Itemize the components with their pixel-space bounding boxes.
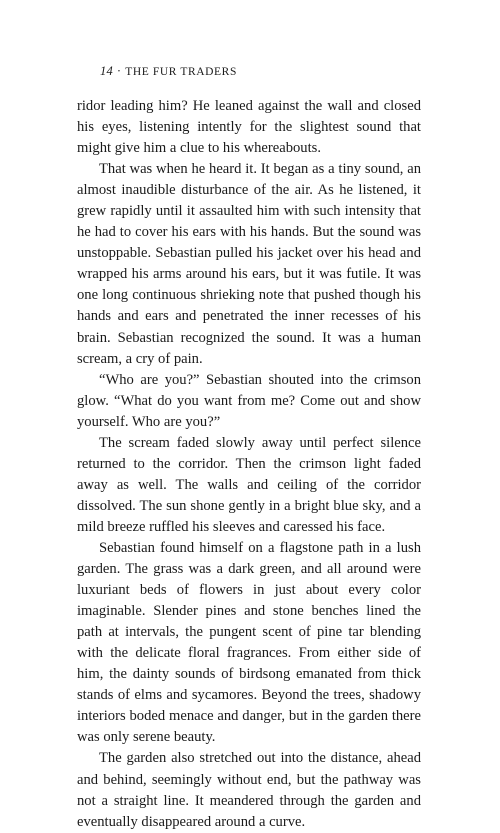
paragraph-1: ridor leading him? He leaned against the wall and closed his eyes, listening intently for the slightest sound that might give him a clue to his whereabouts. — [77, 98, 421, 157]
paragraph-5: Sebastian found himself on a flagstone path in a lush garden. The grass was a dark green, and all around were luxuriant beds of flowers in just about every color imaginable. Slender pines and stone benches lined the path at intervals, the pungent scent of pine tar blending with the delicate floral fragrances. From either side of him, the dainty sounds of birdsong emanated from thick stands of elms and sycamores. Beyond the trees, shadowy interiors boded menace and danger, but in the garden there was only serene beauty. — [77, 539, 421, 746]
paragraph-6: The garden also stretched out into the distance, ahead and behind, seemingly without end, but the pathway was not a straight line. It meandered through the garden and eventually disappeared around a curve. — [77, 750, 421, 830]
running-head — [100, 64, 237, 79]
book-title: THE FUR TRADERS — [125, 66, 237, 78]
paragraph-3: “Who are you?” Sebastian shouted into the crimson glow. “What do you want from me? Come out and show yourself. Who are you?” — [77, 371, 421, 430]
header-separator: · — [116, 64, 122, 78]
body-text — [77, 96, 421, 833]
page-number: 14 — [100, 64, 113, 78]
paragraph-4: The scream faded slowly away until perfect silence returned to the corridor. Then the crimson light faded away as well. The walls and ceiling of the corridor dissolved. The sun shone gently in a bright blue sky, and a mild breeze ruffled his sleeves and caressed his face. — [77, 434, 421, 535]
paragraph-2: That was when he heard it. It began as a tiny sound, an almost inaudible disturbance of the air. As he listened, it grew rapidly until it assaulted him with such intensity that he had to cover his ears with his hands. But the sound was unstoppable. Sebastian pulled his jacket over his head and wrapped his arms around his ears, but it was futile. It was one long continuous shrieking note that pushed though his hands and ears and penetrated the inner recesses of his brain. Sebastian recognized the sound. It was a human scream, a cry of pain. — [77, 161, 421, 367]
